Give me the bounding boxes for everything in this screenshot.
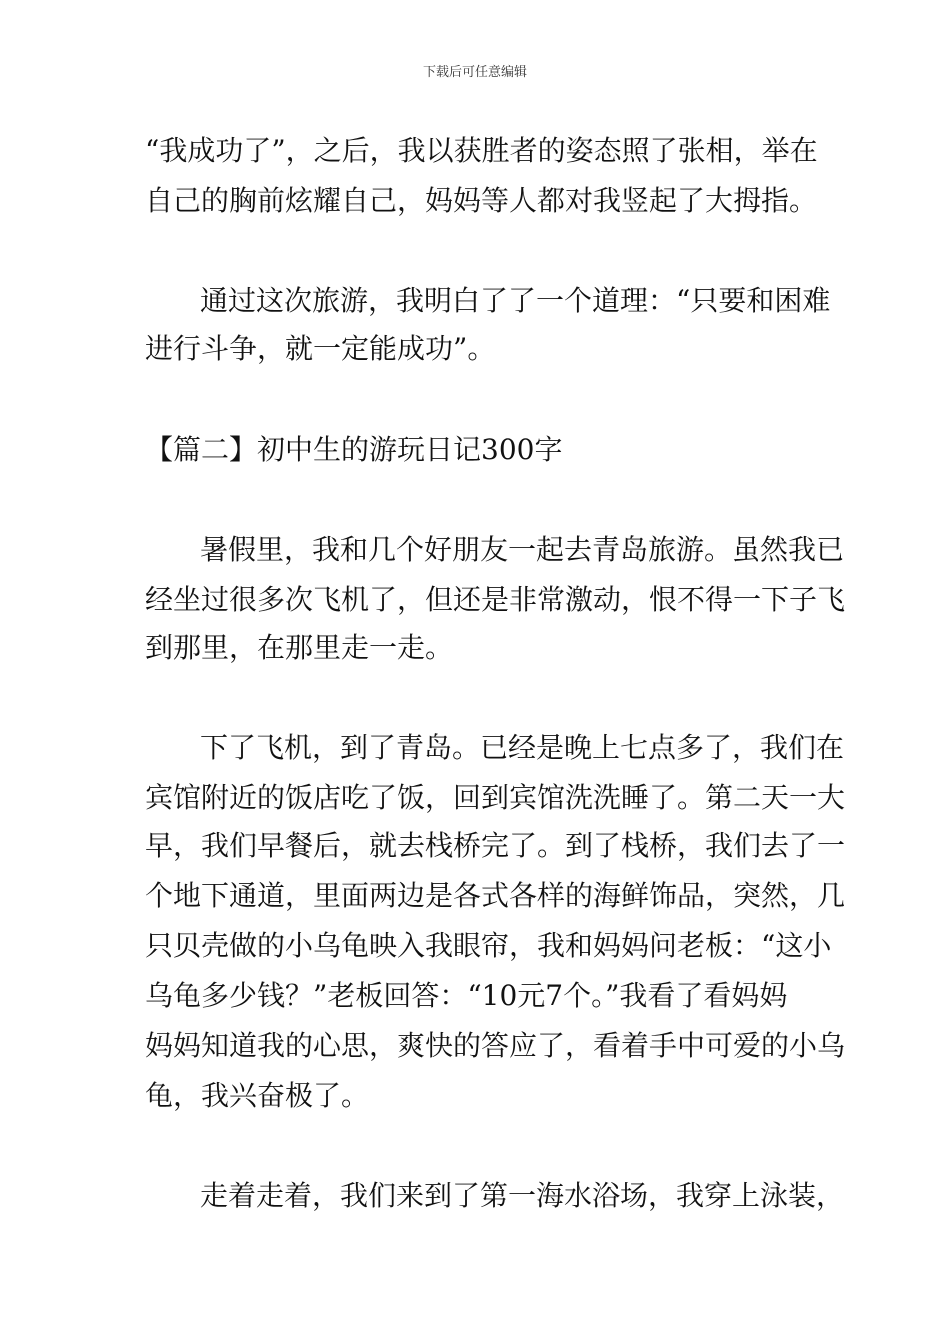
paragraph-4-line-3: 早，我们早餐后，就去栈桥完了。到了栈桥，我们去了一 (145, 829, 846, 862)
paragraph-2-line-1: 通过这次旅游，我明白了了一个道理：“只要和困难 (200, 284, 831, 317)
paragraph-3-line-2: 经坐过很多次飞机了，但还是非常激动，恨不得一下子飞 (145, 583, 846, 616)
paragraph-4-line-6: 乌龟多少钱？”老板回答：“10元7个。”我看了看妈妈 (145, 979, 788, 1012)
section-heading: 【篇二】初中生的游玩日记300字 (145, 433, 563, 466)
paragraph-4-line-7: 妈妈知道我的心思，爽快的答应了，看着手中可爱的小乌 (145, 1029, 846, 1062)
paragraph-3-line-1: 暑假里，我和几个好朋友一起去青岛旅游。虽然我已 (200, 533, 845, 566)
paragraph-5-line-1: 走着走着，我们来到了第一海水浴场，我穿上泳装， (200, 1179, 845, 1212)
paragraph-4-line-8: 龟，我兴奋极了。 (145, 1079, 370, 1112)
paragraph-4-line-1: 下了飞机，到了青岛。已经是晚上七点多了，我们在 (200, 731, 845, 764)
paragraph-1-line-2: 自己的胸前炫耀自己，妈妈等人都对我竖起了大拇指。 (145, 184, 818, 217)
page-header: 下载后可任意编辑 (422, 65, 527, 80)
paragraph-4-line-4: 个地下通道，里面两边是各式各样的海鲜饰品，突然，几 (145, 879, 846, 912)
paragraph-1-line-1: “我成功了”，之后，我以获胜者的姿态照了张相，举在 (145, 134, 818, 167)
paragraph-4-line-2: 宾馆附近的饭店吃了饭，回到宾馆洗洗睡了。第二天一大 (145, 781, 846, 814)
paragraph-3-line-3: 到那里，在那里走一走。 (145, 631, 454, 664)
paragraph-4-line-5: 只贝壳做的小乌龟映入我眼帘，我和妈妈问老板：“这小 (145, 929, 832, 962)
paragraph-2-line-2: 进行斗争，就一定能成功”。 (145, 332, 496, 365)
